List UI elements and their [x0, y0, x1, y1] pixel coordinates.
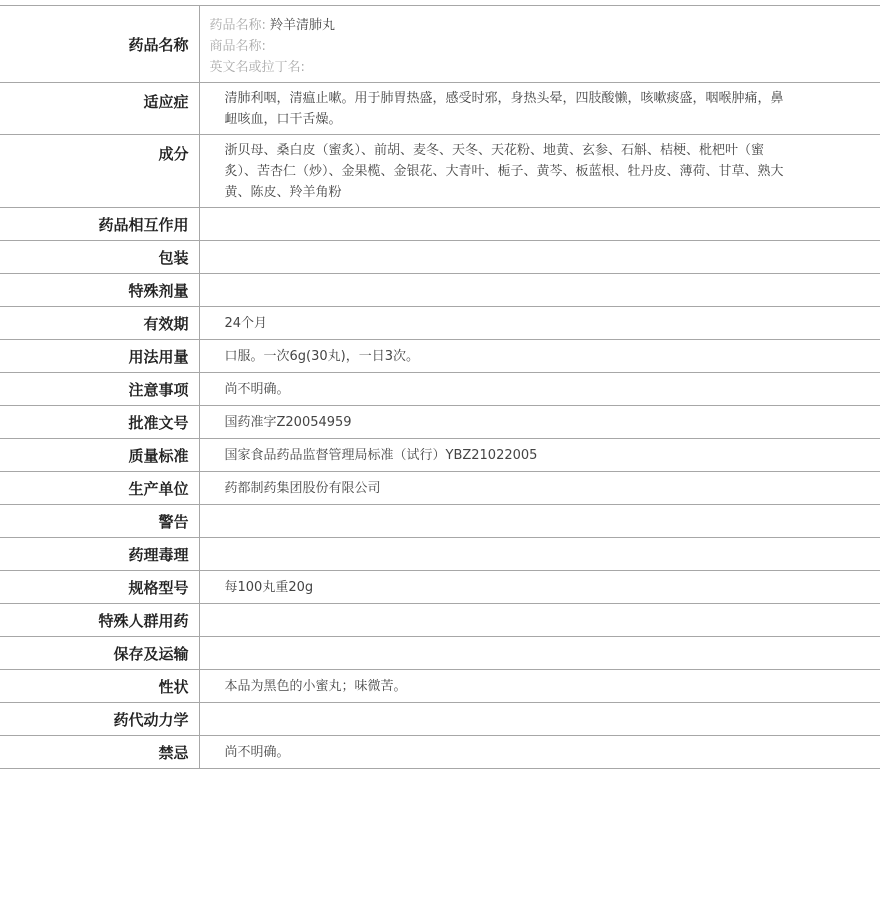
spec-row-contraindications — [0, 736, 880, 769]
spec-row-storage — [0, 637, 880, 670]
spec-row-ingredients — [0, 135, 880, 208]
spec-row-approval-number — [0, 406, 880, 439]
spec-row-manufacturer — [0, 472, 880, 505]
spec-label: 质量标准 — [0, 439, 199, 472]
spec-value — [199, 604, 880, 637]
spec-label: 注意事项 — [0, 373, 199, 406]
spec-value: 清肺利咽，清瘟止嗽。用于肺胃热盛，感受时邪，身热头晕，四肢酸懒，咳嗽痰盛，咽喉肿痛，鼻衄咳血，口干舌燥。 — [199, 83, 880, 135]
drug-spec-table — [0, 5, 880, 769]
spec-row-package — [0, 241, 880, 274]
spec-value — [199, 538, 880, 571]
spec-label: 药品相互作用 — [0, 208, 199, 241]
spec-value — [199, 637, 880, 670]
spec-value: 国药准字Z20054959 — [199, 406, 880, 439]
spec-label: 性状 — [0, 670, 199, 703]
spec-row-warning — [0, 505, 880, 538]
spec-value: 尚不明确。 — [199, 373, 880, 406]
spec-value — [199, 505, 880, 538]
spec-value: 浙贝母、桑白皮（蜜炙）、前胡、麦冬、天冬、天花粉、地黄、玄参、石斛、桔梗、枇杷叶（蜜炙）、苦杏仁（炒）、金果榄、金银花、大青叶、栀子、黄芩、板蓝根、牡丹皮、薄荷、甘草、熟大黄、陈皮、羚羊角粉 — [199, 135, 880, 208]
drug-name-block — [199, 6, 880, 83]
spec-value — [199, 703, 880, 736]
spec-label: 特殊人群用药 — [0, 604, 199, 637]
spec-value: 本品为黑色的小蜜丸；味微苦。 — [199, 670, 880, 703]
trade-name-key: 商品名称: — [209, 39, 266, 54]
spec-value — [199, 208, 880, 241]
spec-row-drug-name — [0, 6, 880, 83]
spec-label: 药代动力学 — [0, 703, 199, 736]
spec-row-quality-standard — [0, 439, 880, 472]
spec-label: 用法用量 — [0, 340, 199, 373]
spec-value: 24个月 — [199, 307, 880, 340]
spec-label: 包装 — [0, 241, 199, 274]
spec-value: 口服。一次6g(30丸)，一日3次。 — [199, 340, 880, 373]
spec-row-interactions — [0, 208, 880, 241]
spec-label: 特殊剂量 — [0, 274, 199, 307]
spec-label: 有效期 — [0, 307, 199, 340]
spec-value — [199, 274, 880, 307]
spec-value: 每100丸重20g — [199, 571, 880, 604]
spec-row-shelf-life — [0, 307, 880, 340]
latin-name-key: 英文名或拉丁名: — [209, 60, 305, 75]
spec-label: 生产单位 — [0, 472, 199, 505]
spec-label: 规格型号 — [0, 571, 199, 604]
spec-row-specification — [0, 571, 880, 604]
spec-label: 药理毒理 — [0, 538, 199, 571]
trade-name-line — [210, 36, 789, 57]
latin-name-line — [210, 57, 789, 78]
spec-label: 适应症 — [0, 83, 199, 135]
spec-label: 保存及运输 — [0, 637, 199, 670]
spec-label: 禁忌 — [0, 736, 199, 769]
spec-value — [199, 241, 880, 274]
spec-row-appearance — [0, 670, 880, 703]
spec-value: 尚不明确。 — [199, 736, 880, 769]
spec-row-pharmacology — [0, 538, 880, 571]
spec-row-dosage — [0, 340, 880, 373]
generic-name-value: 羚羊清肺丸 — [270, 18, 336, 33]
spec-label: 成分 — [0, 135, 199, 208]
spec-row-precautions — [0, 373, 880, 406]
generic-name-line — [210, 15, 789, 36]
spec-label: 警告 — [0, 505, 199, 538]
spec-row-special-populations — [0, 604, 880, 637]
spec-row-pharmacokinetics — [0, 703, 880, 736]
spec-row-indications — [0, 83, 880, 135]
spec-value: 国家食品药品监督管理局标准（试行）YBZ21022005 — [199, 439, 880, 472]
spec-row-special-dosage — [0, 274, 880, 307]
spec-value: 药都制药集团股份有限公司 — [199, 472, 880, 505]
generic-name-key: 药品名称: — [209, 18, 266, 33]
spec-label: 批准文号 — [0, 406, 199, 439]
spec-label: 药品名称 — [0, 6, 199, 83]
